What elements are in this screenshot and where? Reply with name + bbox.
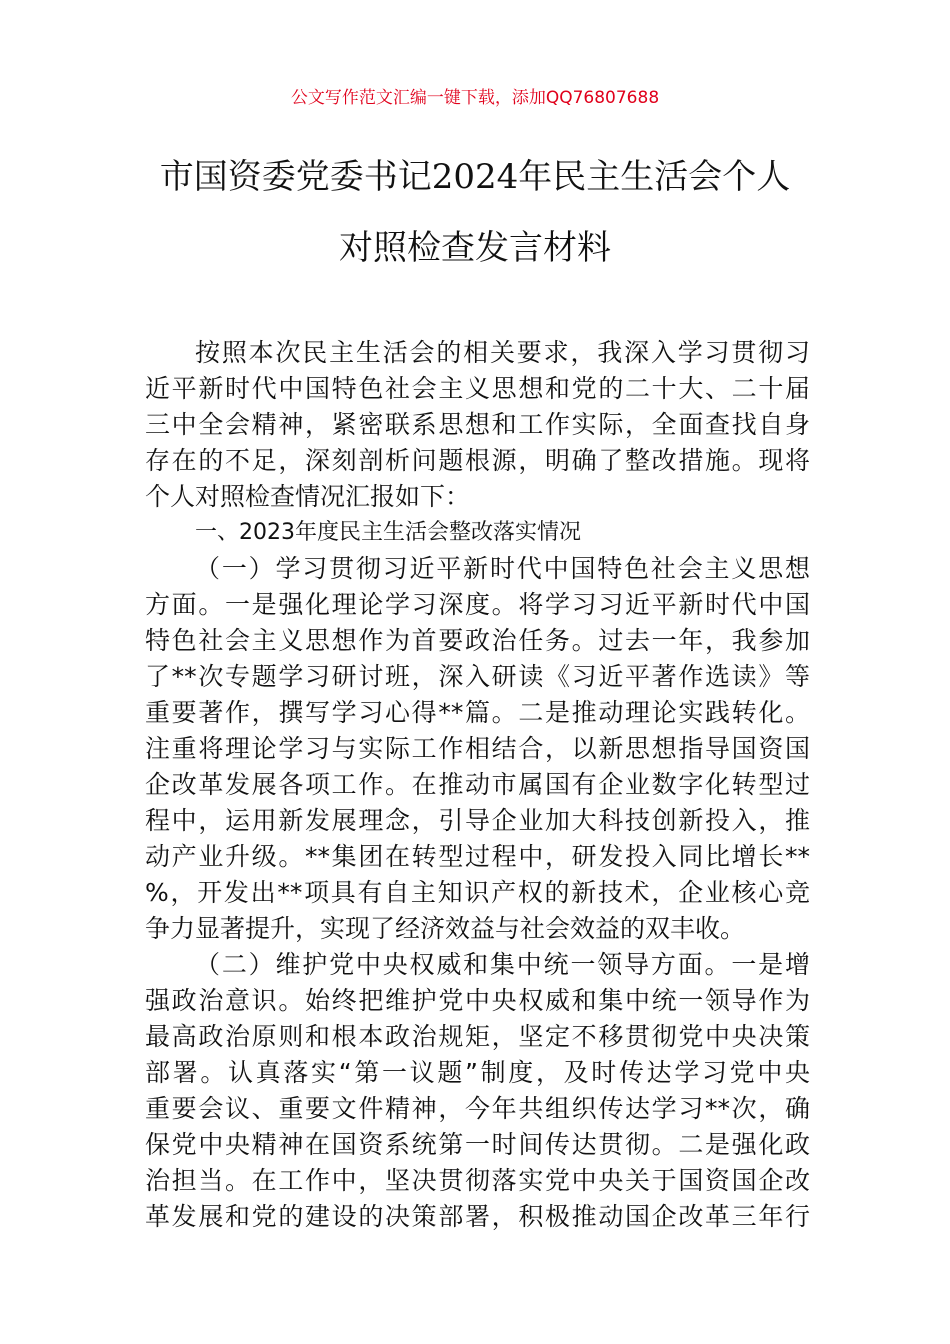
document-body (145, 335, 810, 1235)
body-line: 企改革发展各项工作。在推动市属国有企业数字化转型过 (145, 770, 810, 799)
body-line: %，开发出**项具有自主知识产权的新技术，企业核心竞 (145, 878, 810, 907)
body-line: 了**次专题学习研讨班，深入研读《习近平著作选读》等 (145, 662, 810, 691)
body-line: 革发展和党的建设的决策部署，积极推动国企改革三年行 (145, 1202, 810, 1231)
section-heading: 一、2023年度民主生活会整改落实情况 (195, 520, 581, 545)
download-banner: 公文写作范文汇编一键下载，添加QQ76807688 (290, 88, 660, 108)
body-line: 按照本次民主生活会的相关要求，我深入学习贯彻习 (195, 338, 810, 367)
body-line: 治担当。在工作中，坚决贯彻落实党中央关于国资国企改 (145, 1166, 810, 1195)
body-line: 个人对照检查情况汇报如下： (145, 482, 471, 511)
body-line: 强政治意识。始终把维护党中央权威和集中统一领导作为 (145, 986, 810, 1015)
body-line: 争力显著提升，实现了经济效益与社会效益的双丰收。 (145, 914, 746, 943)
body-line: （一）学习贯彻习近平新时代中国特色社会主义思想 (195, 554, 810, 583)
document-title-line-1: 市国资委党委书记2024年民主生活会个人 (159, 157, 791, 197)
body-line: 动产业升级。**集团在转型过程中，研发投入同比增长** (145, 842, 810, 871)
body-line: 三中全会精神，紧密联系思想和工作实际，全面查找自身 (145, 410, 810, 439)
body-line: 特色社会主义思想作为首要政治任务。过去一年，我参加 (145, 626, 810, 655)
body-line: 程中，运用新发展理念，引导企业加大科技创新投入，推 (145, 806, 810, 835)
body-line: 部署。认真落实“第一议题”制度，及时传达学习党中央 (145, 1058, 810, 1087)
body-line: 重要著作，撰写学习心得**篇。二是推动理论实践转化。 (145, 698, 810, 727)
body-line: 方面。一是强化理论学习深度。将学习习近平新时代中国 (145, 590, 810, 619)
body-line: 保党中央精神在国资系统第一时间传达贯彻。二是强化政 (145, 1130, 810, 1159)
body-line: 近平新时代中国特色社会主义思想和党的二十大、二十届 (145, 374, 810, 403)
body-line: 注重将理论学习与实际工作相结合，以新思想指导国资国 (145, 734, 810, 763)
document-title-line-2: 对照检查发言材料 (339, 228, 611, 268)
body-line: （二）维护党中央权威和集中统一领导方面。一是增 (195, 950, 810, 979)
body-line: 最高政治原则和根本政治规矩，坚定不移贯彻党中央决策 (145, 1022, 810, 1051)
body-line: 重要会议、重要文件精神，今年共组织传达学习**次，确 (145, 1094, 810, 1123)
body-line: 存在的不足，深刻剖析问题根源，明确了整改措施。现将 (145, 446, 810, 475)
